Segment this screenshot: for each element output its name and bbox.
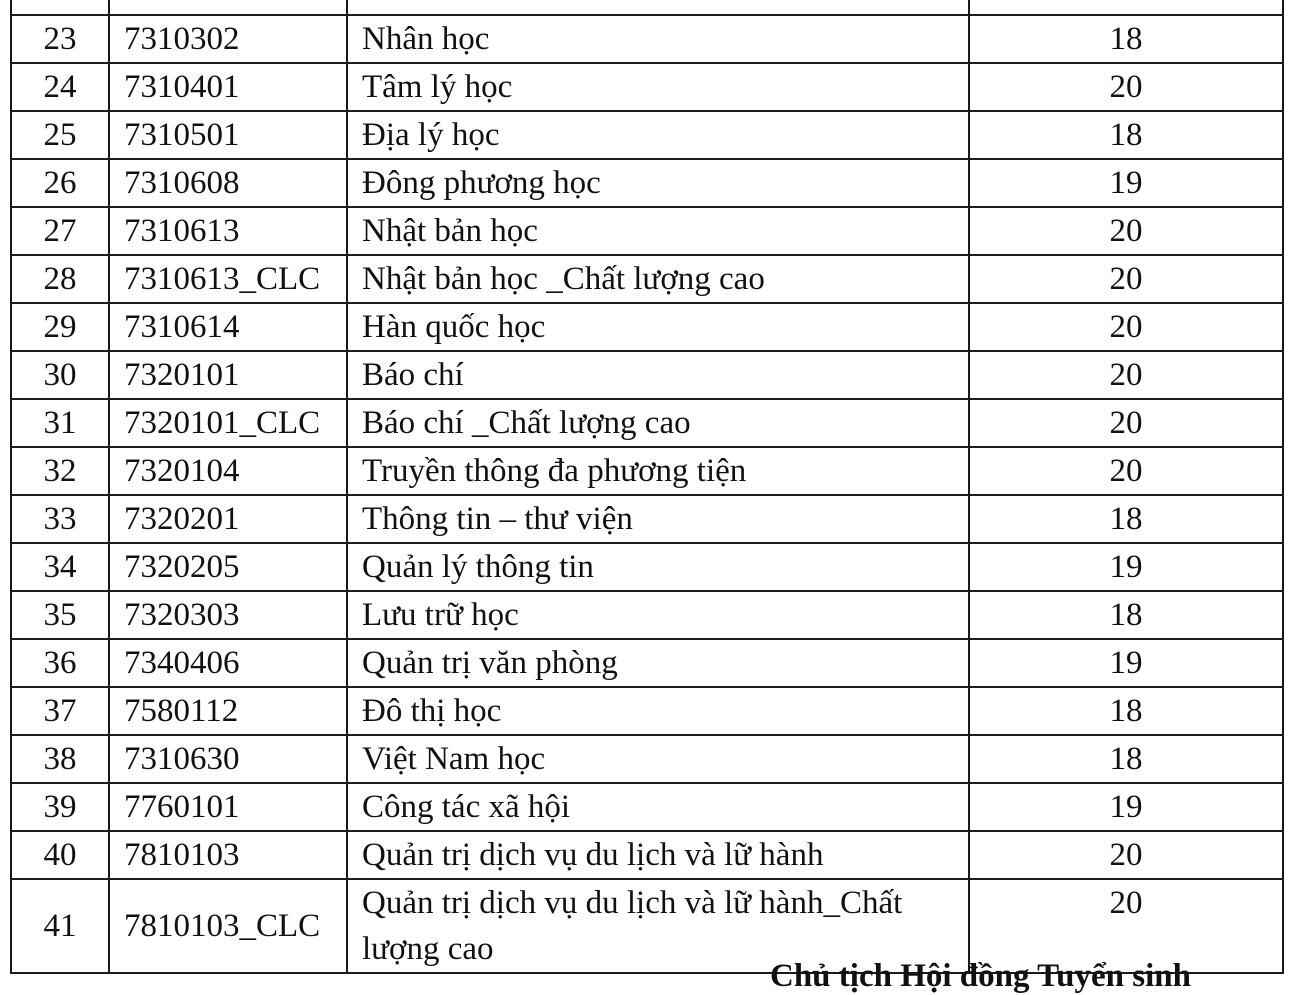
code-cell: 7310401 (109, 63, 347, 111)
score-cell: 20 (969, 255, 1283, 303)
major-name-cell: Địa lý học (347, 111, 969, 159)
major-name-cell: Báo chí _Chất lượng cao (347, 399, 969, 447)
stt-cell: 37 (11, 687, 109, 735)
stt-cell: 30 (11, 351, 109, 399)
table-row (11, 687, 1283, 735)
table-row (11, 639, 1283, 687)
major-name-cell: Quản trị văn phòng (347, 639, 969, 687)
code-cell: 7310501 (109, 111, 347, 159)
score-cell: 18 (969, 687, 1283, 735)
score-cell: 20 (969, 399, 1283, 447)
table-row (11, 0, 1283, 15)
table-row (11, 831, 1283, 879)
table-row (11, 255, 1283, 303)
table-body (11, 0, 1283, 973)
major-name-cell: Nhân học (347, 15, 969, 63)
stt-cell: 27 (11, 207, 109, 255)
score-cell: 20 (969, 63, 1283, 111)
code-cell: 7760101 (109, 783, 347, 831)
score-cell: 19 (969, 639, 1283, 687)
major-name-cell: Báo chí (347, 351, 969, 399)
stt-cell: 31 (11, 399, 109, 447)
code-cell (109, 0, 347, 15)
code-cell: 7320101 (109, 351, 347, 399)
score-cell: 18 (969, 591, 1283, 639)
table-row (11, 159, 1283, 207)
major-name-cell: Quản trị dịch vụ du lịch và lữ hành (347, 831, 969, 879)
code-cell: 7320104 (109, 447, 347, 495)
signature-heading: Chủ tịch Hội đồng Tuyển sinh (770, 958, 1191, 994)
code-cell: 7810103_CLC (109, 879, 347, 973)
major-name-cell (347, 0, 969, 15)
major-name-cell: Hàn quốc học (347, 303, 969, 351)
table-row (11, 399, 1283, 447)
score-cell: 20 (969, 351, 1283, 399)
major-name-cell: Đông phương học (347, 159, 969, 207)
score-cell: 18 (969, 15, 1283, 63)
major-name-cell: Công tác xã hội (347, 783, 969, 831)
stt-cell: 33 (11, 495, 109, 543)
code-cell: 7580112 (109, 687, 347, 735)
table-row (11, 783, 1283, 831)
table-row (11, 447, 1283, 495)
stt-cell: 39 (11, 783, 109, 831)
table-row (11, 543, 1283, 591)
table-row (11, 111, 1283, 159)
code-cell: 7810103 (109, 831, 347, 879)
major-name-cell: Quản trị dịch vụ du lịch và lữ hành_Chất lượng cao (347, 879, 969, 973)
code-cell: 7320303 (109, 591, 347, 639)
code-cell: 7310302 (109, 15, 347, 63)
major-name-cell: Quản lý thông tin (347, 543, 969, 591)
major-name-cell: Thông tin – thư viện (347, 495, 969, 543)
stt-cell (11, 0, 109, 15)
score-cell (969, 0, 1283, 15)
score-cell: 18 (969, 735, 1283, 783)
table-row (11, 303, 1283, 351)
table-row (11, 207, 1283, 255)
score-cell: 19 (969, 543, 1283, 591)
code-cell: 7310613_CLC (109, 255, 347, 303)
score-cell: 18 (969, 111, 1283, 159)
stt-cell: 32 (11, 447, 109, 495)
stt-cell: 28 (11, 255, 109, 303)
major-name-cell: Truyền thông đa phương tiện (347, 447, 969, 495)
code-cell: 7320201 (109, 495, 347, 543)
code-cell: 7320205 (109, 543, 347, 591)
stt-cell: 24 (11, 63, 109, 111)
major-name-cell: Tâm lý học (347, 63, 969, 111)
table-row (11, 15, 1283, 63)
admission-score-table (10, 0, 1284, 974)
score-cell: 19 (969, 159, 1283, 207)
stt-cell: 40 (11, 831, 109, 879)
code-cell: 7340406 (109, 639, 347, 687)
major-name-cell: Việt Nam học (347, 735, 969, 783)
stt-cell: 35 (11, 591, 109, 639)
score-cell: 20 (969, 207, 1283, 255)
score-cell: 20 (969, 879, 1283, 973)
stt-cell: 25 (11, 111, 109, 159)
score-cell: 20 (969, 303, 1283, 351)
score-cell: 20 (969, 447, 1283, 495)
table-row (11, 63, 1283, 111)
score-cell: 19 (969, 783, 1283, 831)
major-name-cell: Nhật bản học _Chất lượng cao (347, 255, 969, 303)
stt-cell: 34 (11, 543, 109, 591)
code-cell: 7320101_CLC (109, 399, 347, 447)
table-row (11, 351, 1283, 399)
table-row (11, 735, 1283, 783)
stt-cell: 26 (11, 159, 109, 207)
stt-cell: 38 (11, 735, 109, 783)
code-cell: 7310614 (109, 303, 347, 351)
stt-cell: 36 (11, 639, 109, 687)
major-name-cell: Đô thị học (347, 687, 969, 735)
table-row (11, 591, 1283, 639)
score-cell: 18 (969, 495, 1283, 543)
table-row (11, 495, 1283, 543)
code-cell: 7310608 (109, 159, 347, 207)
stt-cell: 41 (11, 879, 109, 973)
stt-cell: 23 (11, 15, 109, 63)
major-name-cell: Lưu trữ học (347, 591, 969, 639)
score-cell: 20 (969, 831, 1283, 879)
code-cell: 7310630 (109, 735, 347, 783)
stt-cell: 29 (11, 303, 109, 351)
major-name-cell: Nhật bản học (347, 207, 969, 255)
code-cell: 7310613 (109, 207, 347, 255)
